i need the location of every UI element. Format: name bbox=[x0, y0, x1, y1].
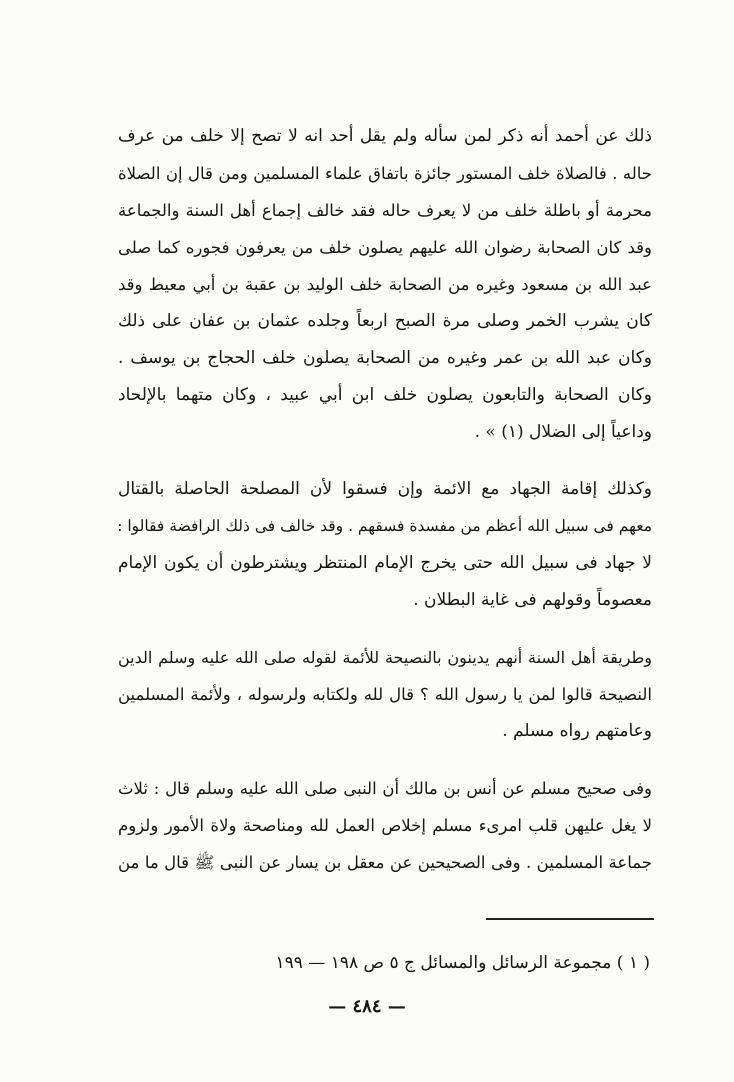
text-line: وكان عبد الله بن عمر وغيره من الصحابة يصلون خلف الحجاج بن يوسف . bbox=[118, 348, 652, 368]
text-line: النصيحة قالوا لمن يا رسول الله ؟ قال لله ولكتابه ولرسوله ، ولأئمة المسلمين bbox=[118, 685, 652, 704]
footnote-divider bbox=[486, 918, 654, 920]
page-number: — ٤٨٤ — bbox=[328, 996, 406, 1017]
text-line: وكذلك إقامة الجهاد مع الائمة وإن فسقوا لأن المصلحة الحاصلة بالقتال bbox=[118, 479, 652, 499]
text-line: عبد الله بن مسعود وغيره من الصحابة خلف الوليد بن عقبة بن أبي معيط وقد bbox=[118, 275, 652, 294]
text-line: محرمة أو باطلة خلف من لا يعرف حاله فقد خالف إجماع أهل السنة والجماعة bbox=[118, 201, 652, 220]
text-line: ذلك عن أحمد أنه ذكر لمن سأله ولم يقل أحد انه لا تصح إلا خلف من عرف bbox=[118, 126, 652, 146]
text-line: حاله . فالصلاة خلف المستور جائزة باتفاق علماء المسلمين ومن قال إن الصلاة bbox=[118, 164, 652, 183]
text-line: معهم فى سبيل الله أعظم من مفسدة فسقهم . وقد خالف فى ذلك الرافضة فقالوا : bbox=[117, 517, 652, 535]
body-text bbox=[118, 118, 652, 901]
paragraph-2 bbox=[118, 471, 652, 619]
text-line: جماعة المسلمين . وفى الصحيحين عن معقل بن يسار عن النبى ﷺ قال ما من bbox=[118, 853, 652, 872]
paragraph-3 bbox=[118, 639, 652, 750]
text-line: كان يشرب الخمر وصلى مرة الصبح اربعاً وجلده عثمان بن عفان على ذلك bbox=[118, 311, 652, 331]
text-line: وطريقة أهل السنة أنهم يدينون بالنصيحة للأئمة لقوله صلى الله عليه وسلم الدين bbox=[118, 648, 652, 667]
text-line: لا يغل عليهن قلب امرىء مسلم إخلاص العمل لله ومناصحة ولاة الأمور ولزوم bbox=[118, 816, 652, 835]
text-line: وكان الصحابة والتابعون يصلون خلف ابن أبي عبيد ، وكان متهما بالإلحاد bbox=[118, 385, 652, 405]
text-line: معصوماً وقولهم فى غاية البطلان . bbox=[413, 590, 652, 610]
paragraph-4 bbox=[118, 770, 652, 881]
text-line: وعامتهم رواه مسلم . bbox=[502, 721, 652, 741]
paragraph-1 bbox=[118, 118, 652, 451]
text-line: وفى صحيح مسلم عن أنس بن مالك أن النبى صلى الله عليه وسلم قال : ثلاث bbox=[118, 779, 652, 798]
text-line: لا جهاد فى سبيل الله حتى يخرج الإمام المنتظر ويشترطون أن يكون الإمام bbox=[118, 553, 652, 573]
text-line: وقد كان الصحابة رضوان الله عليهم يصلون خلف من يعرفون فجوره كما صلى bbox=[118, 238, 652, 257]
footnote: ( ١ ) مجموعة الرسائل والمسائل ج ٥ ص ١٩٨ — ١٩٩ bbox=[275, 953, 650, 973]
text-line: وداعياً إلى الضلال (١) » . bbox=[474, 422, 652, 442]
